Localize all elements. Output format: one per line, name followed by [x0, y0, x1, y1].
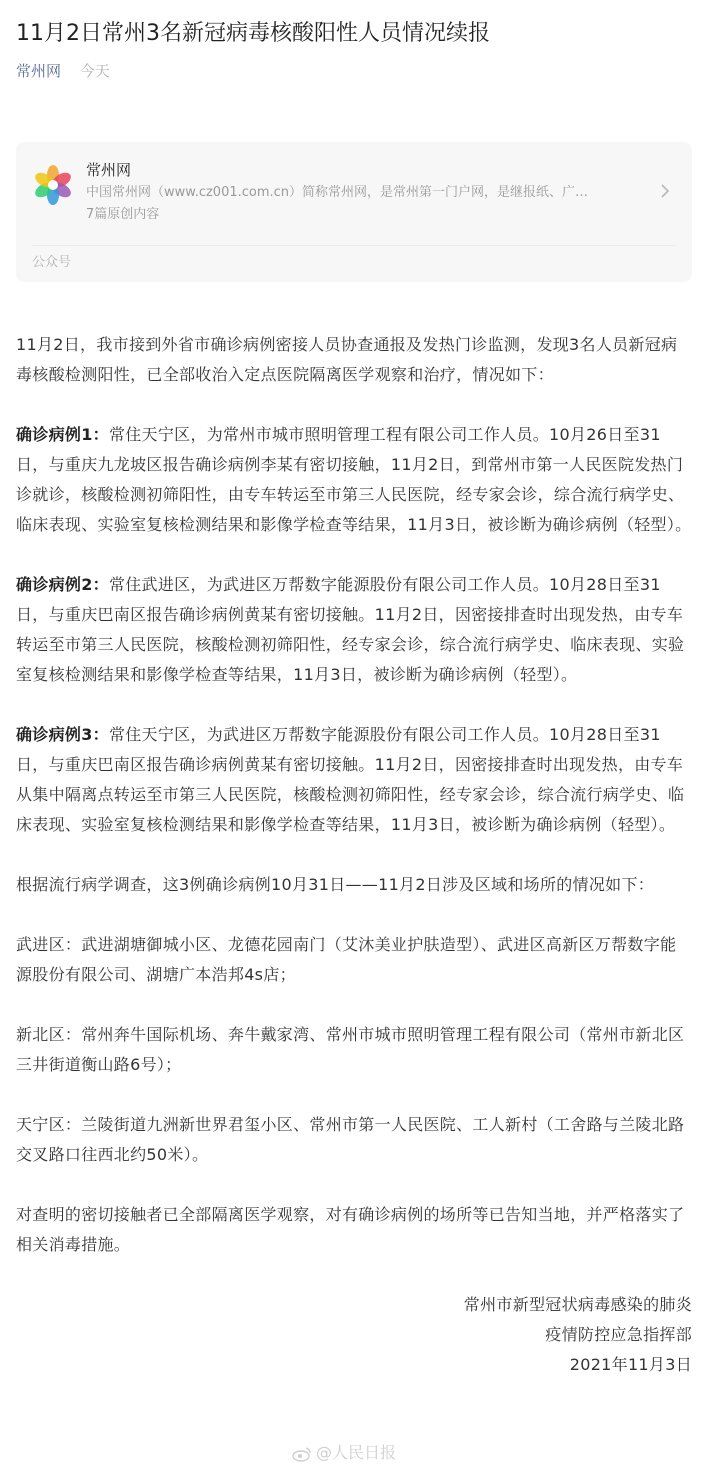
case-1-paragraph [16, 420, 692, 540]
case-3-text: 常住天宁区，为武进区万帮数字能源股份有限公司工作人员。10月28日至31日，与重庆巴南区报告确诊病例黄某有密切接触。11月2日，因密接排查时出现发热，由专车从集中隔离点转运至市第三人民医院，核酸检测初筛阳性，经专家会诊，综合流行病学史、临床表现、实验室复核检测结果和影像学检查等结果，11月3日，被诊断为确诊病例（轻型）。 [16, 725, 685, 834]
case-2-label: 确诊病例2： [16, 575, 109, 594]
signature-block [16, 1290, 692, 1380]
survey-paragraph: 根据流行病学调查，这3例确诊病例10月31日——11月2日涉及区域和场所的情况如下： [16, 875, 655, 894]
signature-line-2: 疫情防控应急指挥部 [545, 1325, 692, 1344]
intro-paragraph: 11月2日，我市接到外省市确诊病例密接人员协查通报及发热门诊监测，发现3名人员新冠病毒核酸检测阳性，已全部收治入定点医院隔离医学观察和治疗，情况如下： [16, 335, 678, 384]
case-1-label: 确诊病例1： [16, 425, 109, 444]
article-source-link[interactable]: 常州网 [16, 62, 62, 80]
chevron-right-icon[interactable] [656, 182, 674, 200]
account-type-tag: 公众号 [32, 255, 72, 270]
account-name: 常州网 [86, 161, 132, 179]
article-date: 今天 [79, 62, 110, 80]
case-1-text: 常住天宁区，为常州市城市照明管理工程有限公司工作人员。10月26日至31日，与重庆九龙坡区报告确诊病例李某有密切接触，11月2日，到常州市第一人民医院发热门诊就诊，核酸检测初筛阳性，由专车转运至市第三人民医院，经专家会诊，综合流行病学史、临床表现、实验室复核检测结果和影像学检查等结果，11月3日，被诊断为确诊病例（轻型）。 [16, 425, 692, 534]
account-original-count: 7篇原创内容 [86, 207, 160, 222]
signature-date: 2021年11月3日 [569, 1355, 692, 1374]
case-3-label: 确诊病例3： [16, 725, 109, 744]
case-3-paragraph [16, 720, 692, 840]
case-2-paragraph [16, 570, 692, 690]
closing-paragraph: 对查明的密切接触者已全部隔离医学观察，对有确诊病例的场所等已告知当地，并严格落实了相关消毒措施。 [16, 1205, 685, 1254]
case-2-text: 常住武进区，为武进区万帮数字能源股份有限公司工作人员。10月28日至31日，与重庆巴南区报告确诊病例黄某有密切接触。11月2日，因密接排查时出现发热，由专车转运至市第三人民医院，核酸检测初筛阳性，经专家会诊，综合流行病学史、临床表现、实验室复核检测结果和影像学检查等结果，11月3日，被诊断为确诊病例（轻型）。 [16, 575, 685, 684]
account-card[interactable] [16, 142, 692, 282]
xinbei-paragraph: 新北区：常州奔牛国际机场、奔牛戴家湾、常州市城市照明管理工程有限公司（常州市新北区三井街道衡山路6号）； [16, 1025, 685, 1074]
watermark-text: @人民日报 [316, 1443, 397, 1462]
tianning-paragraph: 天宁区：兰陵街道九洲新世界君玺小区、常州市第一人民医院、工人新村（工舍路与兰陵北路交叉路口往西北约50米）。 [16, 1115, 685, 1164]
article-body [16, 330, 692, 1380]
article-meta [16, 60, 110, 82]
wujin-paragraph: 武进区：武进湖塘御城小区、龙德花园南门（艾沐美业护肤造型）、武进区高新区万帮数字能源股份有限公司、湖塘广本浩邦4s店； [16, 935, 677, 984]
article-title: 11月2日常州3名新冠病毒核酸阳性人员情况续报 [16, 21, 490, 46]
watermark [292, 1442, 396, 1464]
flower-logo-icon [32, 164, 74, 206]
weibo-icon [292, 1446, 312, 1462]
card-divider [32, 245, 676, 246]
account-description: 中国常州网（www.cz001.com.cn）简称常州网，是常州第一门户网，是继报纸、广… [86, 185, 589, 200]
signature-line-1: 常州市新型冠状病毒感染的肺炎 [463, 1295, 692, 1314]
